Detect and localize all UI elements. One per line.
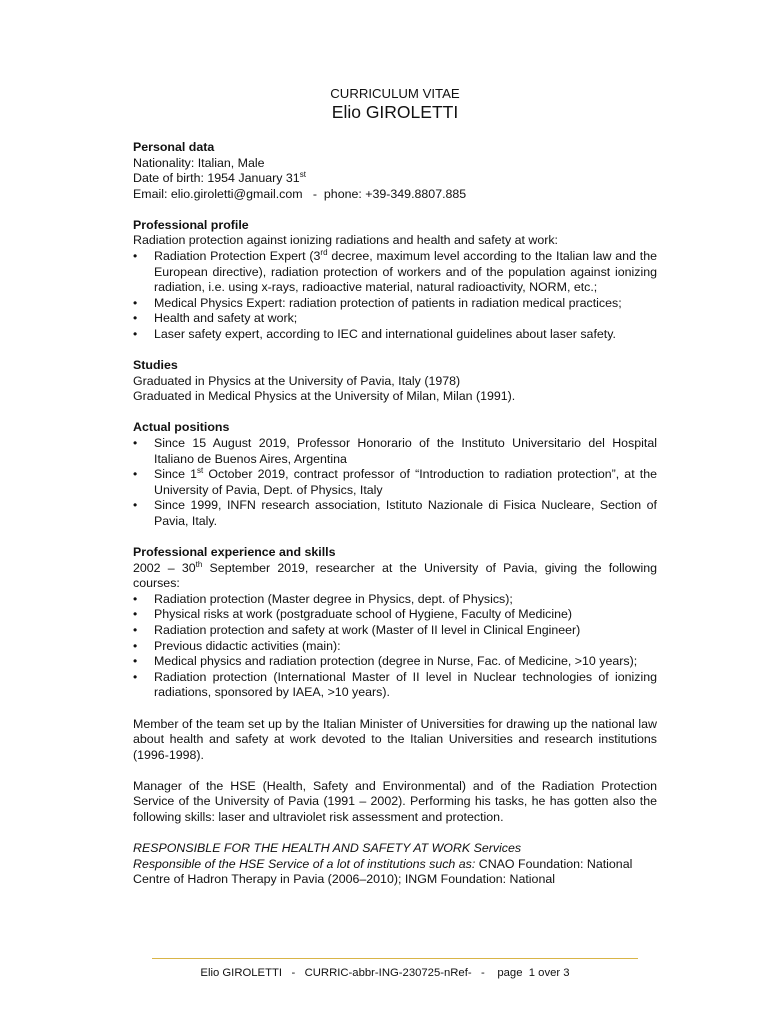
study-line: Graduated in Medical Physics at the University of Milan, Milan (1991). [133,389,516,404]
list-item: • Medical physics and radiation protection (degree in Nurse, Fac. of Medicine, >10 years); [133,654,657,670]
professional-profile-section [133,218,657,343]
studies-heading: Studies [133,358,178,373]
list-item: • Physical risks at work (postgraduate school of Hygiene, Faculty of Medicine) [133,607,657,623]
experience-section [133,545,657,701]
experience-heading: Professional experience and skills [133,545,336,560]
experience-intro: 2002 – 30th September 2019, researcher at the University of Pavia, giving the following courses: [133,559,657,591]
list-item: • Medical Physics Expert: radiation protection of patients in radiation medical practices; [133,296,657,312]
study-line: Graduated in Physics at the University of Pavia, Italy (1978) [133,373,461,388]
page-footer: Elio GIROLETTI - CURRIC-abbr-ING-230725-nRef- - page 1 over 3 [200,967,570,979]
positions-list [133,436,657,530]
profile-list [133,249,657,343]
responsible-text: Responsible of the HSE Service of a lot of institutions such as: CNAO Foundation: National Centre of Hadron Therapy in Pavia (2006–2010); INGM Foundation: National [133,856,633,887]
footer-divider [152,958,638,959]
responsible-title: RESPONSIBLE FOR THE HEALTH AND SAFETY AT WORK Services [133,841,522,856]
list-item: • Since 15 August 2019, Professor Honorario of the Instituto Universitario del Hospital Italiano de Buenos Aires, Argentina [133,436,657,467]
professional-profile-heading: Professional profile [133,217,249,232]
list-item: • Laser safety expert, according to IEC and international guidelines about laser safety. [133,327,657,343]
courses-list [133,592,657,701]
studies-section [133,358,657,405]
list-item: • Previous didactic activities (main): [133,639,657,655]
contact-line: Email: elio.giroletti@gmail.com - phone: +39-349.8807.885 [133,186,467,201]
nationality: Nationality: Italian, Male [133,155,265,170]
cv-page [133,86,657,888]
actual-positions-heading: Actual positions [133,420,230,435]
person-name: Elio GIROLETTI [331,102,459,122]
personal-data-section [133,140,657,202]
profile-intro: Radiation protection against ionizing radiations and health and safety at work: [133,233,558,248]
list-item: • Radiation Protection Expert (3rd decree, maximum level according to the Italian law and the European directive), radiation protection of workers and of the population against ionizing radiation, i.e. using x-rays, radioactive material, natural radioactivity, NORM, etc.; [133,249,657,296]
list-item: • Since 1999, INFN research association, Istituto Nazionale di Fisica Nucleare, Section of Pavia, Italy. [133,498,657,529]
hse-manager-paragraph: Manager of the HSE (Health, Safety and Environmental) and of the Radiation Protection Service of the University of Pavia (1991 – 2002). Performing his tasks, he has gotten also the following skills: laser and ultraviolet risk assessment and protection. [133,778,657,824]
document-label: CURRICULUM VITAE [330,86,460,101]
list-item: • Health and safety at work; [133,311,657,327]
actual-positions-section [133,420,657,529]
date-of-birth: Date of birth: 1954 January 31st [133,170,306,186]
list-item: • Since 1st October 2019, contract professor of “Introduction to radiation protection”, at the University of Pavia, Dept. of Physics, Italy [133,467,657,498]
list-item: • Radiation protection (Master degree in Physics, dept. of Physics); [133,592,657,608]
list-item: • Radiation protection (International Master of II level in Nuclear technologies of ionizing radiations, sponsored by IAEA, >10 years). [133,670,657,701]
personal-data-heading: Personal data [133,140,215,154]
team-paragraph: Member of the team set up by the Italian Minister of Universities for drawing up the national law about health and safety at work devoted to the Italian Universities and research institutions (1996-1998). [133,716,657,762]
list-item: • Radiation protection and safety at work (Master of II level in Clinical Engineer) [133,623,657,639]
